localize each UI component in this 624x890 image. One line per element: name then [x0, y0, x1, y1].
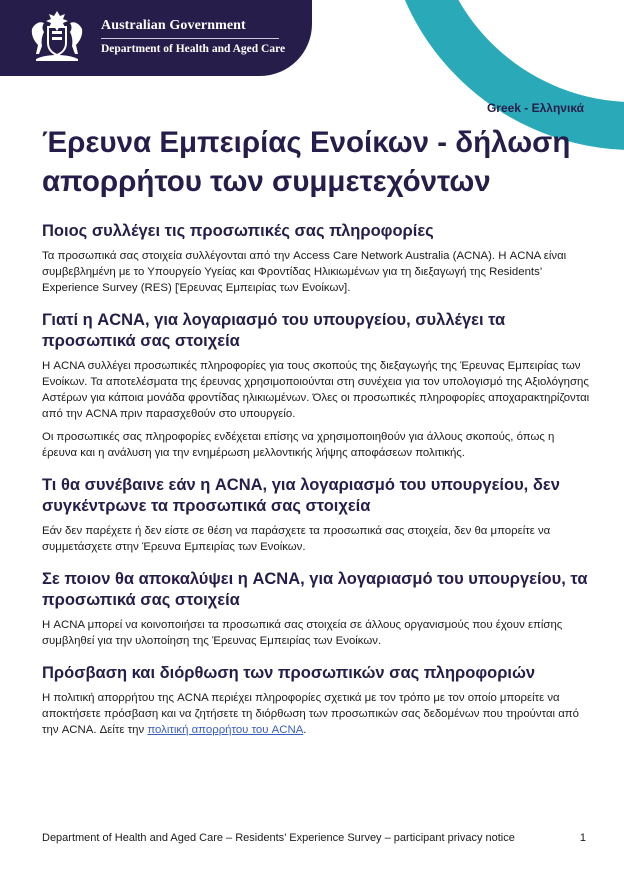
- section-heading: Σε ποιον θα αποκαλύψει η ACNA, για λογαριασμό του υπουργείου, τα προσωπικά σας στοιχεία: [42, 570, 588, 609]
- section-heading: Τι θα συνέβαινε εάν η ACNA, για λογαριασμό του υπουργείου, δεν συγκέντρωνε τα προσωπικά σας στοιχεία: [42, 476, 560, 515]
- section-heading: Ποιος συλλέγει τις προσωπικές σας πληροφορίες: [42, 222, 434, 240]
- section-who-collects: [42, 221, 590, 296]
- section-paragraph: Οι προσωπικές σας πληροφορίες ενδέχεται επίσης να χρησιμοποιηθούν για άλλους σκοπούς, όπως η έρευνα και η ανάλυση για την ενημέρωση μελλοντικής λήψης αποφάσεων πολιτικής.: [42, 431, 555, 459]
- government-header: [0, 0, 312, 76]
- paragraph-text: Η πολιτική απορρήτου της ACNA περιέχει πληροφορίες σχετικά με τον τρόπο με τον οποίο μπορείτε να αποκτήσετε πρόσβαση και να ζητήσετε τη διόρθωση των προσωπικών σας δεδομένων που τηρούνται από την ACNA. Δείτε την: [42, 692, 580, 736]
- section-paragraph: [42, 690, 590, 738]
- section-disclosure: [42, 569, 590, 649]
- section-if-not-collected: [42, 475, 590, 555]
- section-paragraph: Η ACNA μπορεί να κοινοποιήσει τα προσωπικά σας στοιχεία σε άλλους οργανισμούς που έχουν επίσης συμβληθεί για την υλοποίηση της Έρευνας Εμπειρίας των Ενοίκων.: [42, 619, 563, 647]
- header-divider: [101, 38, 279, 39]
- section-heading: Πρόσβαση και διόρθωση των προσωπικών σας πληροφοριών: [42, 664, 536, 682]
- department-name: Department of Health and Aged Care: [101, 43, 286, 55]
- footer-text: Department of Health and Aged Care – Residents’ Experience Survey – participant privacy notice: [42, 832, 515, 844]
- section-why-collects: [42, 310, 590, 461]
- coat-of-arms-icon: [28, 9, 86, 63]
- acna-privacy-policy-link[interactable]: πολιτική απορρήτου του ACNA: [147, 724, 304, 736]
- section-paragraph: Τα προσωπικά σας στοιχεία συλλέγονται από την Access Care Network Australia (ACNA). Η ACNA είναι συμβεβλημένη με το Υπουργείο Υγείας και Φροντίδας Ηλικιωμένων για τη διεξαγωγή της Residents’ Experience Survey (RES) [Έρευνας Εμπειρίας των Ενοίκων].: [42, 250, 567, 294]
- section-paragraph: Εάν δεν παρέχετε ή δεν είστε σε θέση να παράσχετε τα προσωπικά σας στοιχεία, δεν θα μπορείτε να συμμετάσχετε στην Έρευνα Εμπειρίας των Ενοίκων.: [42, 525, 551, 553]
- section-paragraph: Η ACNA συλλέγει προσωπικές πληροφορίες για τους σκοπούς της διεξαγωγής της Έρευνας Εμπειρίας των Ενοίκων. Τα αποτελέσματα της έρευνας χρησιμοποιούνται στη συνέχεια για τον υπολογισμό της Αξιολόγησης Αστέρων για κάποια μονάδα φροντίδας ηλικιωμένων. Όλες οι προσωπικές πληροφορίες αποχαρακτηρίζονται από την ACNA πριν παρασχεθούν στο υπουργείο.: [42, 360, 590, 420]
- language-label: Greek - Ελληνικά: [486, 101, 584, 115]
- paragraph-end: .: [303, 724, 307, 736]
- page-footer: [42, 832, 586, 844]
- page-number: 1: [579, 832, 586, 844]
- section-access-correction: [42, 663, 590, 738]
- government-name: Australian Government: [101, 18, 246, 33]
- section-heading: Γιατί η ACNA, για λογαριασμό του υπουργείου, συλλέγει τα προσωπικά σας στοιχεία: [42, 311, 506, 350]
- document-body: [42, 123, 590, 752]
- page-title: Έρευνα Εμπειρίας Ενοίκων - δήλωση απορρήτου των συμμετεχόντων: [42, 126, 571, 198]
